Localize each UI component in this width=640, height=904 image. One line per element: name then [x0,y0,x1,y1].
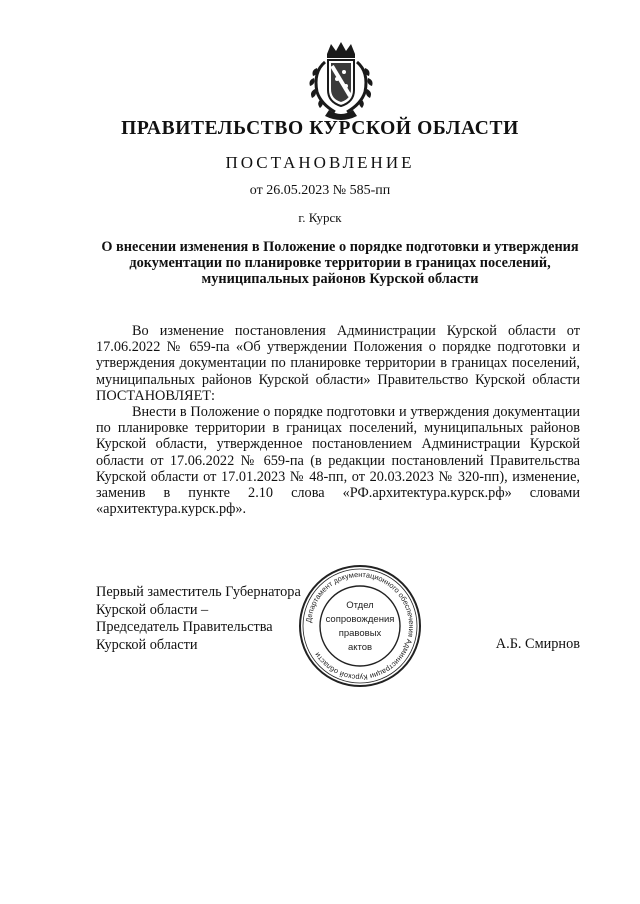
signatory-position [96,584,301,654]
signatory-name: А.Б. Смирнов [495,636,580,652]
document-date-number: от 26.05.2023 № 585-пп [249,183,391,198]
stamp-center-line: актов [347,642,373,653]
document-city: г. Курск [298,210,342,225]
signatory-position-line: Первый заместитель Губернатора [96,584,301,600]
document-body [96,323,580,517]
signatory-position-line: Курской области – [96,601,209,618]
document-subject: О внесении изменения в Положение о порядке подготовки и утверждения документации по планировке территории в границах поселений, муниципальных районов Курской области [101,239,579,287]
stamp-center-line: сопровождения [325,614,395,625]
government-title: ПРАВИТЕЛЬСТВО КУРСКОЙ ОБЛАСТИ [121,118,519,139]
stamp-center-line: правовых [338,628,382,639]
coat-of-arms-icon [303,42,379,120]
paragraph: Внести в Положение о порядке подготовки и утверждения документации по планировке территории в границах поселений, муниципальных районов Курской области, утвержденное постановлением Администрации Курской области от 17.06.2022 № 659-па (в редакции постановлений Правительства Курской области от 17.01.2023 № 48-пп, от 20.03.2023 № 320-пп), изменение, заменив в пункте 2.10 слова «РФ.архитектура.курск.рф» словами «архитектура.курск.рф». [96,404,580,518]
signatory-position-line: Председатель Правительства [96,619,273,636]
signatory-position-line: Курской области [96,636,198,653]
round-stamp-icon [296,562,424,690]
svg-text:Департамент документационного [304,570,416,682]
document-type: ПОСТАНОВЛЕНИЕ [225,153,415,172]
paragraph: Во изменение постановления Администрации Курской области от 17.06.2022 № 659-па «Об утверждении Положения о порядке подготовки и утверждения документации по планировке территории в границах поселений, муниципальных районов Курской области» Правительство Курской области ПОСТАНОВЛЯЕТ: [96,323,580,404]
stamp-ring-text: Департамент документационного обеспечения Администрации Курской области [304,569,417,683]
stamp-center-line: Отдел [346,600,374,611]
